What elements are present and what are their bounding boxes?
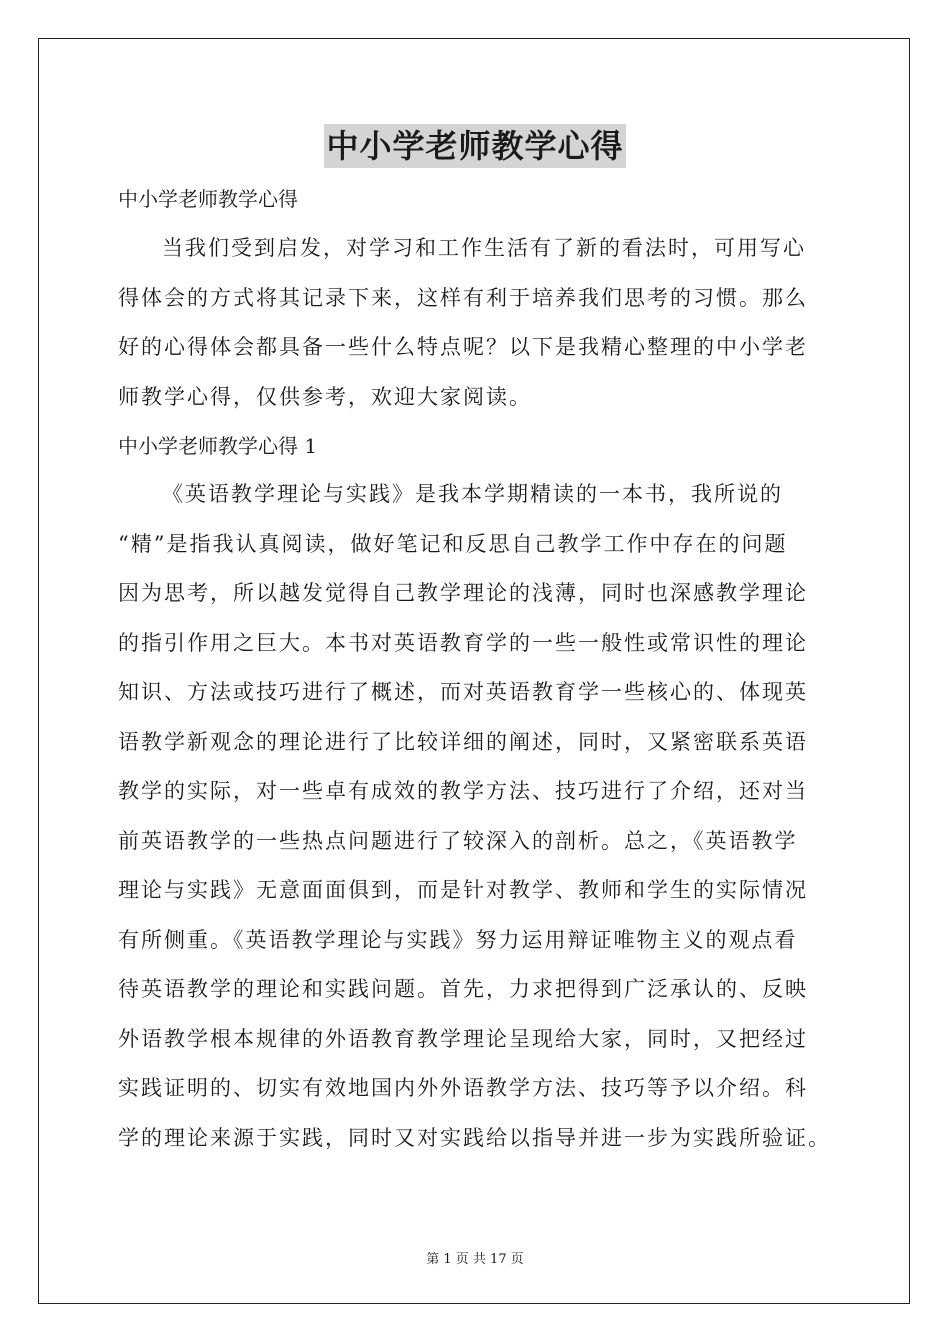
title-container: [0, 124, 950, 168]
intro-line: 师教学心得，仅供参考，欢迎大家阅读。: [118, 384, 532, 409]
body-line: “精”是指我认真阅读，做好笔记和反思自己教学工作中存在的问题: [118, 531, 788, 556]
body-line: 《英语教学理论与实践》是我本学期精读的一本书，我所说的: [162, 482, 783, 506]
body-line: 语教学新观念的理论进行了比较详细的阐述，同时，又紧密联系英语: [118, 729, 808, 754]
intro-line: 得体会的方式将其记录下来，这样有利于培养我们思考的习惯。那么: [118, 285, 808, 310]
section-heading: 中小学老师教学心得 1: [118, 434, 318, 458]
body-line: 因为思考，所以越发觉得自己教学理论的浅薄，同时也深感教学理论: [118, 581, 808, 605]
page-number: 第 1 页 共 17 页: [426, 1252, 524, 1267]
page-footer: [0, 1248, 950, 1267]
body-line: 外语教学根本规律的外语教育教学理论呈现给大家，同时，又把经过: [118, 1026, 808, 1051]
document-title: 中小学老师教学心得: [324, 124, 625, 168]
body-line: 待英语教学的理论和实践问题。首先，力求把得到广泛承认的、反映: [118, 977, 808, 1001]
body-line: 前英语教学的一些热点问题进行了较深入的剖析。总之，《英语教学: [118, 828, 798, 853]
body-line: 学的理论来源于实践，同时又对实践给以指导并进一步为实践所验证。: [118, 1125, 831, 1150]
body-line: 实践证明的、切实有效地国内外外语教学方法、技巧等予以介绍。科: [118, 1076, 808, 1100]
document-body: [118, 180, 838, 1163]
body-line: 有所侧重。《英语教学理论与实践》努力运用辩证唯物主义的观点看: [118, 927, 798, 952]
body-line: 的指引作用之巨大。本书对英语教育学的一些一般性或常识性的理论: [118, 630, 808, 655]
intro-line: 当我们受到启发，对学习和工作生活有了新的看法时，可用写心: [162, 236, 806, 260]
intro-line: 好的心得体会都具备一些什么特点呢？以下是我精心整理的中小学老: [118, 335, 808, 359]
body-line: 教学的实际，对一些卓有成效的教学方法、技巧进行了介绍，还对当: [118, 779, 808, 803]
subheading: 中小学老师教学心得: [118, 187, 298, 211]
body-line: 知识、方法或技巧进行了概述，而对英语教育学一些核心的、体现英: [118, 680, 808, 704]
body-line: 理论与实践》无意面面俱到，而是针对教学、教师和学生的实际情况: [118, 878, 808, 902]
